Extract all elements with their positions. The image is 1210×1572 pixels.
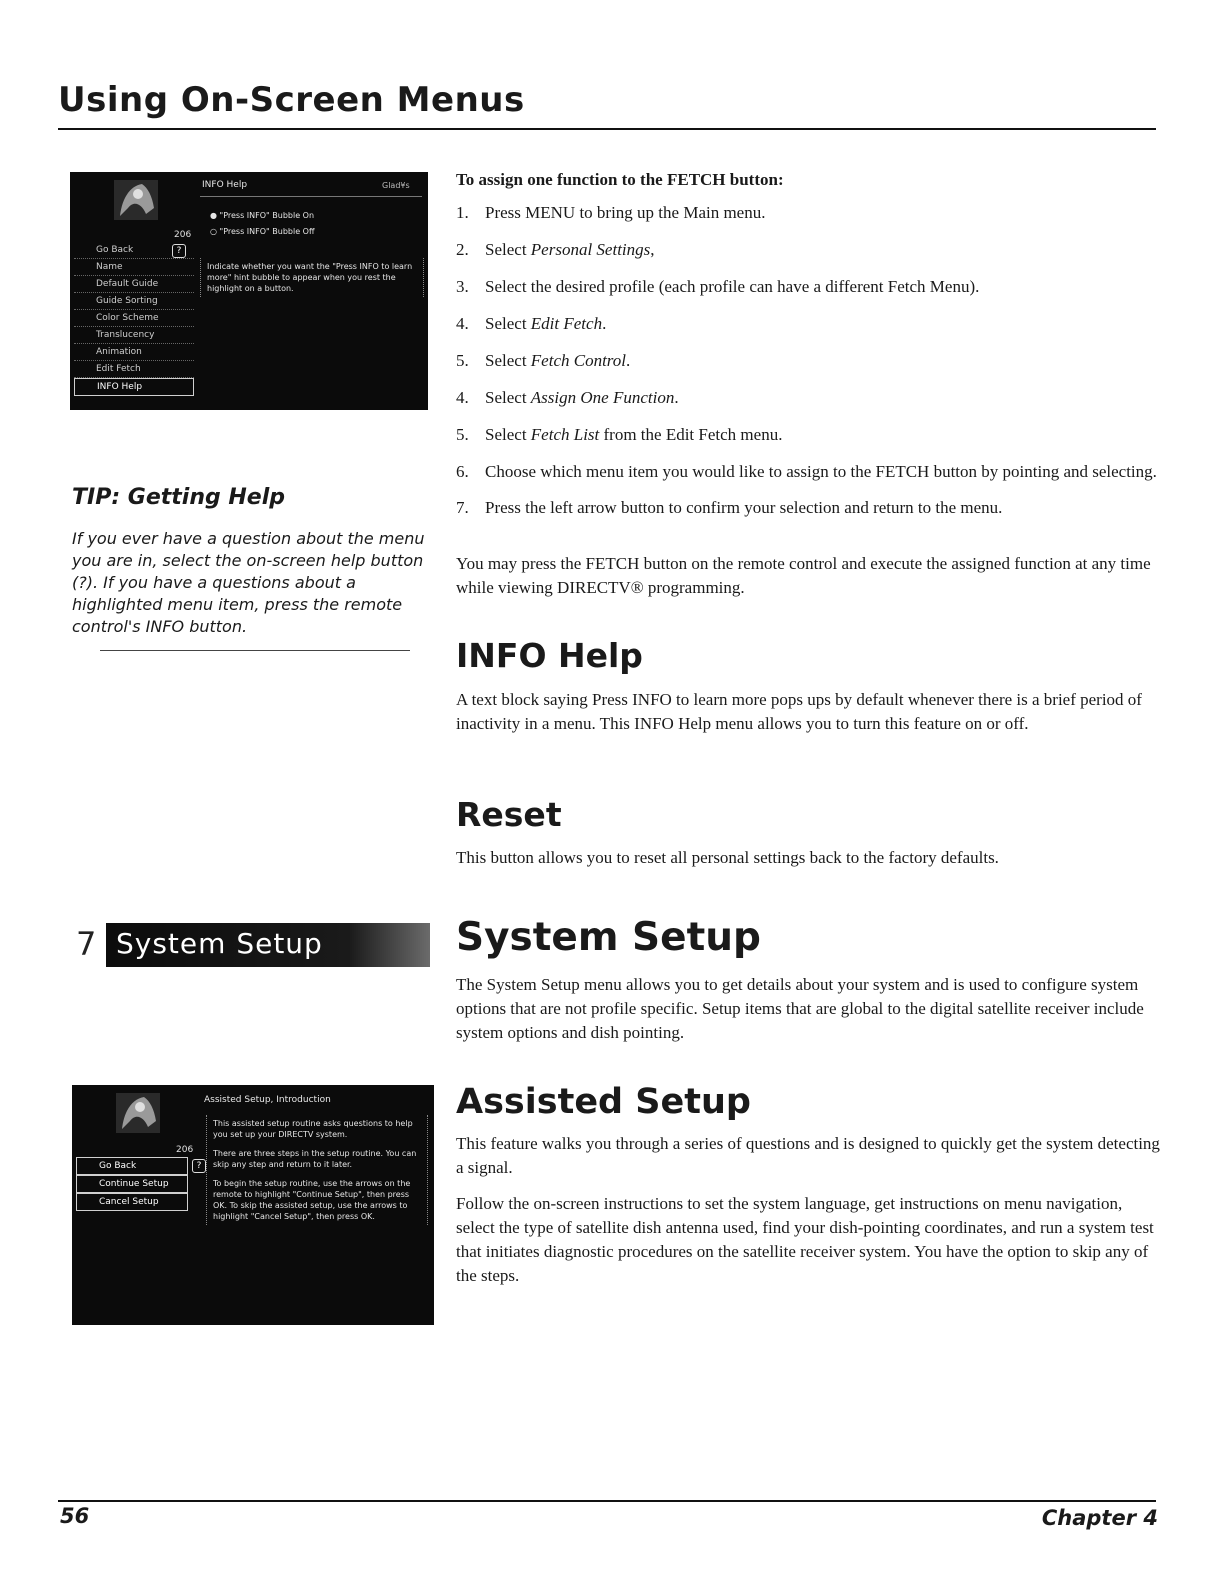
tip-rule — [100, 650, 410, 651]
option-label: "Press INFO" Bubble Off — [219, 227, 315, 236]
menu-item-color-scheme[interactable]: Color Scheme — [74, 310, 194, 327]
step-number: 1. — [456, 203, 469, 222]
step-text-pre: Select — [485, 425, 531, 444]
assisted-setup-body-2: Follow the on-screen instructions to set the system language, get instructions on menu navigation, select the type of satellite dish antenna used, find your dish-pointing coordinates, and run a system test that initiates diagnostic procedures on the satellite receiver system. You have the option to skip any of the steps. — [456, 1194, 1154, 1285]
chapter-tab — [72, 923, 432, 967]
logo-icon — [114, 1091, 162, 1135]
menu-item-default-guide[interactable]: Default Guide — [74, 276, 194, 293]
step-text-menu: Personal Settings — [530, 240, 651, 259]
chapter-number: 7 — [76, 925, 97, 963]
step-text-post: . — [626, 351, 631, 370]
settings-menu — [74, 242, 194, 396]
step-item — [456, 313, 1160, 335]
chapter-label: System Setup — [116, 927, 323, 960]
option-bubble-on[interactable]: ● "Press INFO" Bubble On — [210, 211, 315, 220]
step-item — [456, 239, 1160, 261]
channel-number: 206 — [174, 230, 192, 240]
menu-item-guide-sorting[interactable]: Guide Sorting — [74, 293, 194, 310]
screen-title: Assisted Setup, Introduction — [204, 1095, 331, 1105]
step-text-post: , — [650, 240, 655, 259]
step-number: 2. — [456, 240, 469, 259]
step-text-pre: Select — [485, 351, 531, 370]
step-item — [456, 497, 1160, 519]
assisted-help-text — [206, 1115, 428, 1225]
step-text: Press MENU to bring up the Main menu. — [485, 203, 766, 222]
help-button[interactable]: ? — [172, 244, 186, 258]
screen-title: INFO Help — [202, 180, 248, 190]
channel-number: 206 — [176, 1145, 194, 1155]
menu-item-continue-setup[interactable]: Continue Setup — [76, 1175, 188, 1193]
menu-item-animation[interactable]: Animation — [74, 344, 194, 361]
option-label: "Press INFO" Bubble On — [219, 211, 315, 220]
step-text: Choose which menu item you would like to assign to the FETCH button by pointing and selecting. — [485, 462, 1157, 481]
step-number: 4. — [456, 314, 469, 333]
help-button[interactable]: ? — [192, 1159, 206, 1173]
fetch-heading: To assign one function to the FETCH button: — [456, 170, 784, 189]
setup-menu — [76, 1157, 188, 1211]
system-setup-heading: System Setup — [456, 915, 761, 960]
step-text-pre: Select — [485, 388, 531, 407]
step-text-post: . — [602, 314, 607, 333]
option-bubble-off[interactable]: ○ "Press INFO" Bubble Off — [210, 227, 315, 236]
step-item — [456, 350, 1160, 372]
menu-item-go-back[interactable]: Go Back — [76, 1157, 188, 1175]
step-text-menu: Fetch List — [530, 425, 600, 444]
help-paragraph: There are three steps in the setup routine. You can skip any step and return to it later. — [213, 1149, 417, 1169]
step-number: 4. — [456, 388, 469, 407]
page-header-title: Using On-Screen Menus — [58, 80, 525, 120]
assisted-setup-heading: Assisted Setup — [456, 1082, 751, 1122]
menu-item-go-back[interactable]: Go Back — [74, 242, 194, 259]
menu-item-info-help[interactable]: INFO Help — [74, 378, 194, 396]
assisted-setup-screenshot — [72, 1085, 434, 1325]
menu-item-edit-fetch[interactable]: Edit Fetch — [74, 361, 194, 378]
info-help-heading: INFO Help — [456, 636, 643, 675]
reset-heading: Reset — [456, 795, 562, 834]
fetch-closing: You may press the FETCH button on the remote control and execute the assigned function at any time while viewing DIRECTV® programming. — [456, 554, 1151, 597]
step-text-pre: Select — [485, 240, 531, 259]
step-number: 7. — [456, 498, 469, 517]
menu-item-cancel-setup[interactable]: Cancel Setup — [76, 1193, 188, 1211]
step-item — [456, 202, 1160, 224]
step-text-menu: Assign One Function — [530, 388, 675, 407]
help-paragraph: This assisted setup routine asks questions to help you set up your DIRECTV system. — [213, 1119, 413, 1139]
page-number: 56 — [60, 1504, 90, 1528]
reset-body: This button allows you to reset all personal settings back to the factory defaults. — [456, 848, 999, 867]
step-text-menu: Fetch Control — [530, 351, 627, 370]
footer-rule — [58, 1500, 1156, 1502]
logo-icon — [112, 178, 160, 222]
info-help-screenshot — [70, 172, 428, 410]
chapter-bar — [106, 923, 430, 967]
step-text-post: from the Edit Fetch menu. — [599, 425, 783, 444]
divider — [200, 196, 422, 197]
footer-chapter: Chapter 4 — [1041, 1506, 1158, 1530]
step-item — [456, 461, 1160, 483]
system-setup-body: The System Setup menu allows you to get details about your system and is used to configure system options that are not profile specific. Setup items that are global to the digital satellite receiver include system options and dish pointing. — [456, 975, 1144, 1042]
step-text-pre: Select — [485, 314, 531, 333]
tip-title: TIP: Getting Help — [72, 485, 286, 510]
fetch-steps — [456, 202, 1160, 534]
screen-right-label: Glad¥s — [382, 181, 410, 190]
step-text: Select the desired profile (each profile can have a different Fetch Menu). — [485, 277, 980, 296]
step-number: 6. — [456, 462, 469, 481]
step-text-menu: Edit Fetch — [530, 314, 603, 333]
step-text: Press the left arrow button to confirm your selection and return to the menu. — [485, 498, 1003, 517]
menu-item-name[interactable]: Name — [74, 259, 194, 276]
step-text-post: . — [674, 388, 679, 407]
step-number: 5. — [456, 351, 469, 370]
menu-item-translucency[interactable]: Translucency — [74, 327, 194, 344]
step-number: 3. — [456, 277, 469, 296]
step-number: 5. — [456, 425, 469, 444]
assisted-setup-body-1: This feature walks you through a series of questions and is designed to quickly get the system detecting a signal. — [456, 1134, 1160, 1177]
help-text: Indicate whether you want the "Press INFO to learn more" hint bubble to appear when you rest the highlight on a button. — [200, 258, 424, 297]
step-item — [456, 276, 1160, 298]
step-item — [456, 424, 1160, 446]
help-paragraph: To begin the setup routine, use the arrows on the remote to highlight "Continue Setup", then press OK. To skip the assisted setup, use the arrows to highlight "Cancel Setup", then press OK. — [213, 1179, 411, 1221]
options-list — [210, 208, 314, 240]
info-help-body: A text block saying Press INFO to learn more pops ups by default whenever there is a brief period of inactivity in a menu. This INFO Help menu allows you to turn this feature on or off. — [456, 690, 1142, 733]
header-rule — [58, 128, 1156, 130]
tip-body: If you ever have a question about the menu you are in, select the on-screen help button (?). If you have a questions about a highlighted menu item, press the remote control's INFO button. — [72, 529, 425, 636]
step-item — [456, 387, 1160, 409]
